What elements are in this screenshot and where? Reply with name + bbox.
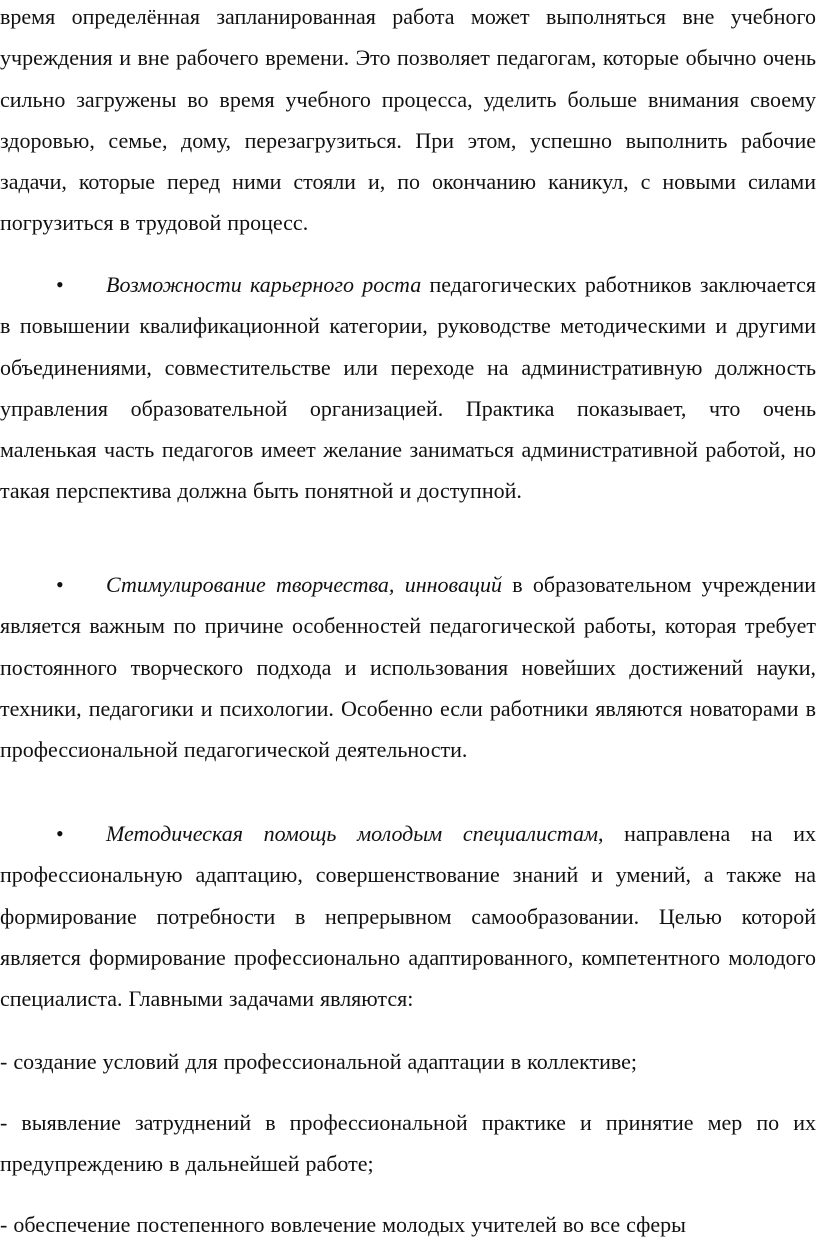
task-item xyxy=(0,1041,816,1082)
bullet-text: педагогических работников заключается в повышении квалификационной категории, руководстве методическими и другими объединениями, совместительстве или переходе на административную должность управления образовательной организацией. Практика показывает, что очень маленькая часть педагогов имеет желание заниматься административной работой, но такая перспектива должна быть понятной и доступной. xyxy=(0,272,816,504)
task-item xyxy=(0,1102,816,1185)
bullet-title: Стимулирование творчества, инноваций xyxy=(106,572,502,597)
paragraph-text: время определённая запланированная работа может выполняться вне учебного учреждения и вне рабочего времени. Это позволяет педагогам, которые обычно очень сильно загружены во время учебного процесса, уделить больше внимания своему здоровью, семье, дому, перезагрузиться. При этом, успешно выполнить рабочие задачи, которые перед ними стояли и, по окончанию каникул, с новыми силами погрузиться в трудовой процесс. xyxy=(0,4,816,236)
bullet-title: Методическая помощь молодым специалистам xyxy=(106,821,598,846)
bullet-creativity xyxy=(0,564,816,770)
bullet-text: в образовательном учреждении является важным по причине особенностей педагогической работы, которая требует постоянного творческого подхода и использования новейших достижений науки, техники, педагогики и психологии. Особенно если работники являются новаторами в профессиональной педагогической деятельности. xyxy=(0,572,816,763)
bullet-title: Возможности карьерного роста xyxy=(106,272,422,297)
bullet-career-growth xyxy=(0,264,816,512)
bullet-text: , направлена на их профессиональную адаптацию, совершенствование знаний и умений, а также на формирование потребности в непрерывном самообразовании. Целью которой является формирование профессионально адаптированного, компетентного молодого специалиста. Главными задачами являются: xyxy=(0,821,816,1012)
bullet-icon: • xyxy=(56,572,64,597)
task-text: - обеспечение постепенного вовлечение молодых учителей во все сферы xyxy=(0,1212,686,1237)
task-text: - выявление затруднений в профессиональной практике и принятие мер по их предупреждению в дальнейшей работе; xyxy=(0,1110,816,1177)
bullet-icon: • xyxy=(56,821,64,846)
task-text: - создание условий для профессиональной адаптации в коллективе; xyxy=(0,1049,638,1074)
paragraph-continuation xyxy=(0,0,816,244)
bullet-icon: • xyxy=(56,272,64,297)
task-item xyxy=(0,1204,816,1245)
bullet-methodical-help xyxy=(0,813,816,1019)
